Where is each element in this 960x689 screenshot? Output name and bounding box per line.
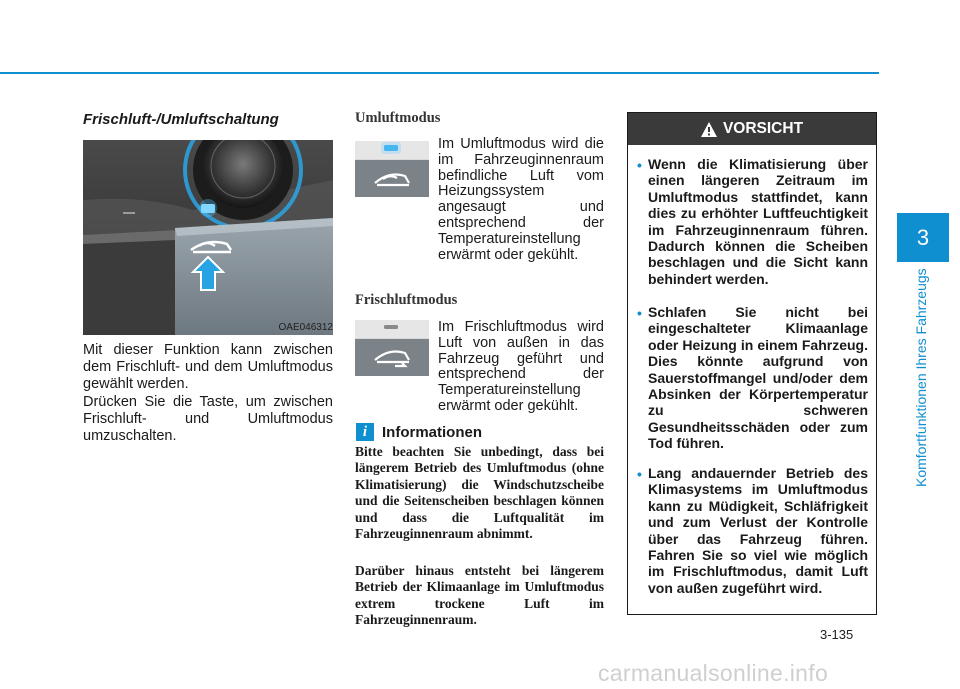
bullet-icon: • — [637, 466, 642, 482]
fresh-air-icon — [355, 320, 429, 376]
chapter-title: Komfortfunktionen Ihres Fahrzeugs — [913, 268, 929, 487]
intro-paragraph-1: Mit dieser Funktion kann zwischen dem Frischluft- und dem Umluftmodus gewählt werden. — [83, 342, 333, 392]
caution-item-text: Wenn die Klimatisierung über einen längeren Zeitraum im Umluftmodus stattfindet, kann dies zu erhöhter Luftfeuchtigkeit im Fahrzeuginnenraum führen. Dadurch können die Scheiben beschlagen und die Sicht kann behindert werden. — [648, 156, 868, 287]
intro-paragraph-2: Drücken Sie die Taste, um zwischen Frischluft- und Umluftmodus umzuschalten. — [83, 394, 333, 444]
bullet-icon: • — [637, 157, 642, 173]
caution-item — [637, 465, 868, 596]
caution-header — [628, 113, 876, 145]
warning-icon — [701, 122, 717, 137]
page-number: 3-135 — [820, 627, 854, 642]
watermark: carmanualsonline.info — [598, 660, 829, 686]
fresh-air-button-illustration — [355, 320, 429, 376]
info-paragraph-2: Darüber hinaus entsteht bei längerem Betrieb der Klimaanlage im Umluftmodus extrem trockene Luft im Fahrzeuginnenraum. — [355, 563, 604, 628]
recirculation-button-illustration — [355, 141, 429, 197]
caution-item — [637, 156, 868, 287]
umluft-heading: Umluftmodus — [355, 110, 441, 126]
bullet-icon: • — [637, 305, 642, 321]
umluft-description: Im Umluftmodus wird die im Fahrzeuginnenraum befindliche Luft vom Heizungssystem angesaugt und entsprechend der Temperatureinstellung erwärmt oder gekühlt. — [438, 136, 604, 263]
recirculation-icon — [355, 141, 429, 197]
info-icon: i — [356, 423, 374, 441]
header-rule — [0, 72, 879, 74]
figure-code: OAE046312 — [278, 322, 333, 333]
climate-control-photo — [83, 140, 333, 335]
caution-item — [637, 304, 868, 452]
chapter-number-tab — [897, 213, 949, 262]
caution-item-text: Lang andauernder Betrieb des Klimasystems im Umluftmodus kann zu Müdigkeit, Schläfrigkeit und zum Verlust der Kontrolle über das Fahrzeug führen. Fahren Sie so viel wie möglich im Frischluftmodus, damit Luft von außen zugeführt wird. — [648, 465, 868, 596]
section-title: Frischluft-/Umluftschaltung — [83, 111, 279, 128]
frischluft-heading: Frischluftmodus — [355, 292, 458, 308]
caution-box — [627, 112, 877, 615]
chapter-number: 3 — [916, 224, 930, 250]
caution-title: VORSICHT — [722, 120, 804, 137]
frischluft-description: Im Frischluftmodus wird Luft von außen in das Fahrzeug geführt und entsprechend der Temperatureinstellung erwärmt oder gekühlt. — [438, 319, 604, 414]
caution-item-text: Schlafen Sie nicht bei eingeschalteter Klimaanlage oder Heizung in einem Fahrzeug. Dies könnte aufgrund von Sauerstoffmangel und/oder dem Absinken der Körpertemperatur zu schweren Gesundheitsschäden oder zum Tod führen. — [648, 304, 868, 452]
info-title: Informationen — [382, 424, 482, 441]
climate-panel-illustration — [83, 140, 333, 335]
info-paragraph-1: Bitte beachten Sie unbedingt, dass bei längerem Betrieb des Umluftmodus (ohne Klimatisierung) die Windschutzscheibe und die Seitenscheiben beschlagen können und dass die Luftqualität im Fahrzeuginnenraum abnimmt. — [355, 444, 604, 542]
